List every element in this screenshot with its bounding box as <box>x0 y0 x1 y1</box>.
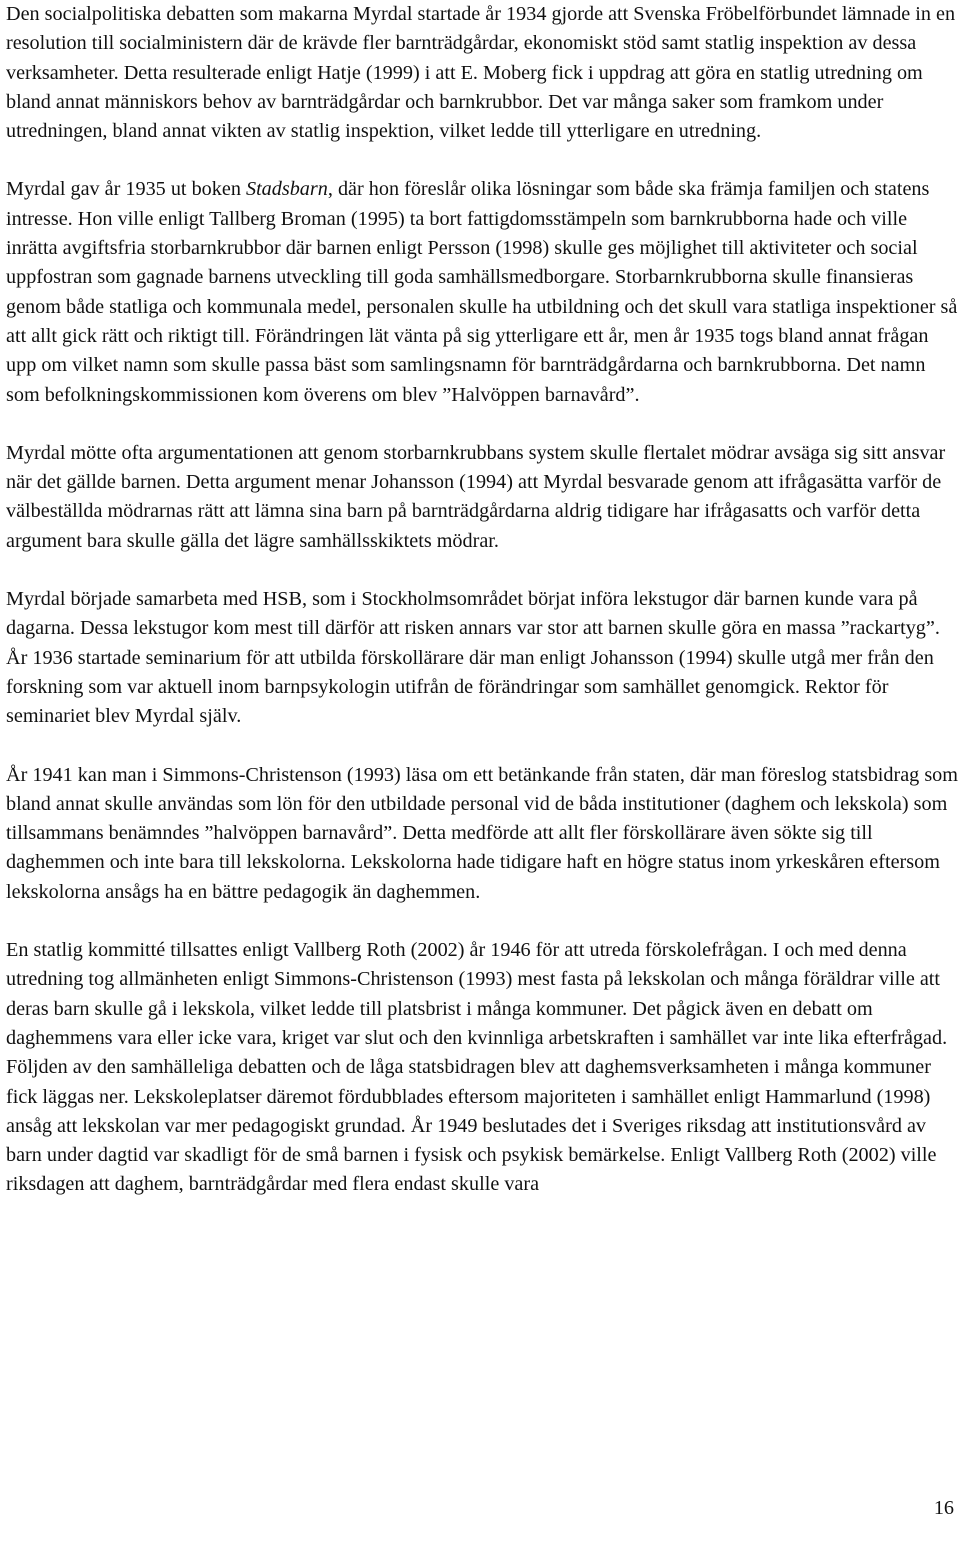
body-text <box>6 0 958 1229</box>
paragraph-6-text: En statlig kommitté tillsattes enligt Vallberg Roth (2002) år 1946 för att utreda förskolefrågan. I och med denna utredning tog allmänheten enligt Simmons-Christenson (1993) mest fasta på lekskolan och många föräldrar ville att deras barn skulle gå i lekskola, vilket ledde till platsbrist i många kommuner. Det pågick även en debatt om daghemmens vara eller icke vara, kriget var slut och den kvinnliga arbetskraften i samhället var inte lika efterfrågad. Följden av den samhälleliga debatten och de låga statsbidragen blev att daghemsverksamheten i många kommuner fick läggas ner. Lekskoleplatser däremot fördubblades eftersom majoriteten i samhället enligt Hammarlund (1998) ansåg att lekskolan var mer pedagogiskt grundad. År 1949 beslutades det i Sveriges riksdag att institutionsvård av barn under dagtid var skadligt för de små barnen i fysisk och psykisk bemärkelse. Enligt Vallberg Roth (2002) ville riksdagen att daghem, barnträdgårdar med flera endast skulle vara <box>6 939 948 1196</box>
paragraph-2 <box>6 175 958 409</box>
paragraph-5-text: År 1941 kan man i Simmons-Christenson (1993) läsa om ett betänkande från staten, där man föreslog statsbidrag som bland annat skulle användas som lön för den utbildade personal vid de båda institutioner (daghem och lekskola) som tillsammans benämndes ”halvöppen barnavård”. Detta medförde att allt fler förskollärare även sökte sig till daghemmen och inte bara till lekskolorna. Lekskolorna hade tidigare haft en högre status inom yrkeskåren eftersom lekskolorna ansågs ha en bättre pedagogik än daghemmen. <box>6 763 958 903</box>
paragraph-3-text: Myrdal mötte ofta argumentationen att genom storbarnkrubbans system skulle flertalet mödrar avsäga sig sitt ansvar när det gällde barnen. Detta argument menar Johansson (1994) att Myrdal besvarade genom att ifrågasätta varför de välbeställda mödrarnas rätt att lämna sina barn på barnträdgårdarna aldrig tidigare har ifrågasatts och varför detta argument bara skulle gälla det lägre samhällsskiktets mödrar. <box>6 441 946 552</box>
paragraph-6 <box>6 936 958 1200</box>
paragraph-3 <box>6 439 958 556</box>
paragraph-1 <box>6 0 958 146</box>
paragraph-5 <box>6 761 958 907</box>
page-number: 16 <box>933 1497 954 1519</box>
paragraph-4-text: Myrdal började samarbeta med HSB, som i Stockholmsområdet börjat införa lekstugor där barnen kunde vara på dagarna. Dessa lekstugor kom mest till därför att risken annars var stor att barnen skulle göra en massa ”rackartyg”. År 1936 startade seminarium för att utbilda förskollärare där man enligt Johansson (1994) skulle utgå mer från den forskning som var aktuell inom barnpsykologin utifrån de förändringar som samhället genomgick. Rektor för seminariet blev Myrdal själv. <box>6 588 940 728</box>
paragraph-2-text-end: , där hon föreslår olika lösningar som både ska främja familjen och statens intresse. Hon ville enligt Tallberg Broman (1995) ta bort fattigdomsstämpeln som barnkrubborna hade och ville inrätta avgiftsfria storbarnkrubbor där barnen enligt Persson (1998) skulle ges möjlighet till aktiviteter och social uppfostran som gagnade barnens utveckling till goda samhällsmedborgare. Storbarnkrubborna skulle finansieras genom både statliga och kommunala medel, personalen skulle ha utbildning och det skull vara statliga inspektioner så att allt gick rätt och riktigt till. Förändringen lät vänta på sig ytterligare ett år, men år 1935 togs bland annat frågan upp om vilket namn som skulle passa bäst som samlingsnamn för barnträdgårdarna och barnkrubborna. Det namn som befolkningskommissionen kom överens om blev ”Halvöppen barnavård”. <box>6 178 958 406</box>
paragraph-1-text: Den socialpolitiska debatten som makarna Myrdal startade år 1934 gjorde att Svenska Fröbelförbundet lämnade in en resolution till socialministern där de krävde fler barnträdgårdar, ekonomiskt stöd samt statlig inspektion av dessa verksamheter. Detta resulterade enligt Hatje (1999) i att E. Moberg fick i uppdrag att göra en statlig utredning om bland annat människors behov av barnträdgårdar och barnkrubbor. Det var många saker som framkom under utredningen, bland annat vikten av statlig inspektion, vilket ledde till ytterligare en utredning. <box>6 3 956 143</box>
book-title-italic: Stadsbarn <box>245 178 328 201</box>
paragraph-2-text-start: Myrdal gav år 1935 ut boken <box>6 178 246 201</box>
paragraph-4 <box>6 585 958 731</box>
